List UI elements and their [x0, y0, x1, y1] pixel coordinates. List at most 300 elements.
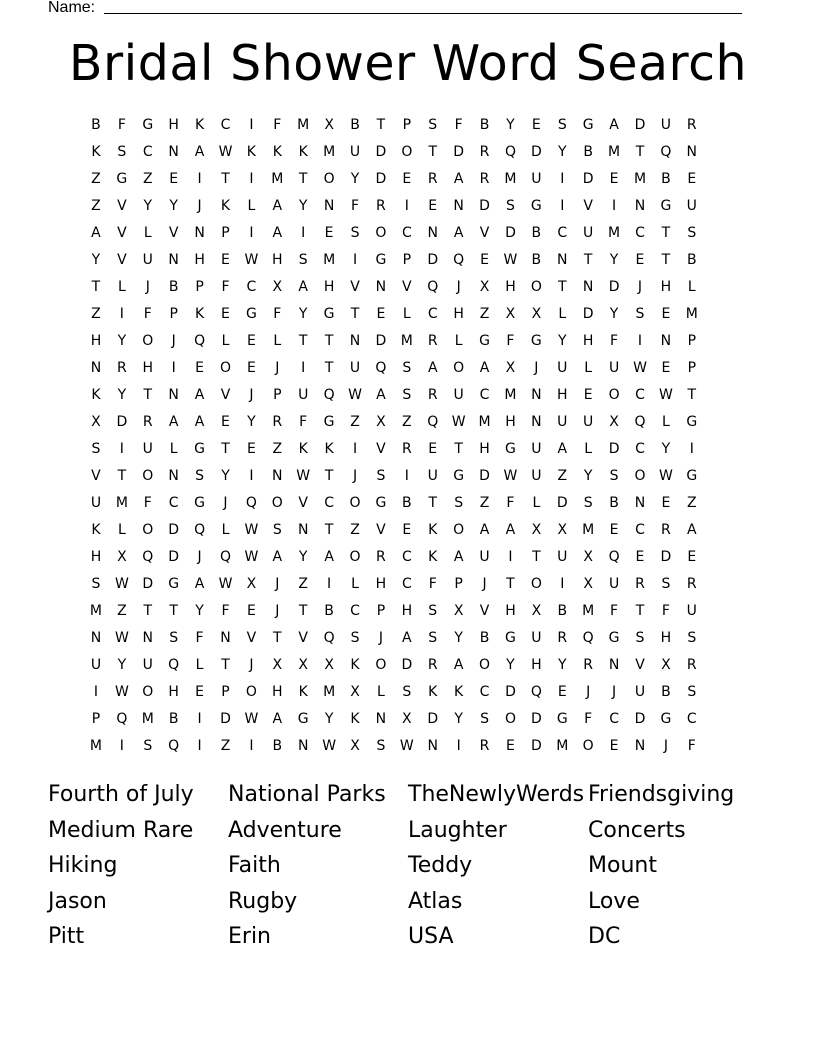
grid-letter[interactable]: X	[531, 603, 542, 619]
grid-letter[interactable]: E	[221, 306, 230, 322]
grid-letter[interactable]: Q	[504, 144, 516, 160]
grid-letter[interactable]: O	[142, 522, 154, 538]
grid-letter[interactable]: L	[195, 657, 204, 673]
grid-letter[interactable]: R	[686, 657, 697, 673]
grid-letter[interactable]: U	[660, 117, 672, 133]
grid-letter[interactable]: A	[272, 711, 283, 727]
grid-letter[interactable]: V	[402, 279, 412, 295]
grid-letter[interactable]: C	[609, 711, 619, 727]
grid-letter[interactable]: B	[661, 171, 671, 187]
grid-letter[interactable]: W	[114, 576, 129, 592]
grid-letter[interactable]: N	[194, 225, 205, 241]
grid-letter[interactable]: M	[297, 117, 310, 133]
grid-letter[interactable]: O	[634, 468, 646, 484]
grid-letter[interactable]: H	[272, 684, 283, 700]
grid-letter[interactable]: V	[168, 225, 179, 241]
grid-letter[interactable]: N	[660, 333, 672, 349]
grid-letter[interactable]: S	[272, 522, 282, 538]
grid-letter[interactable]: J	[275, 603, 280, 619]
grid-letter[interactable]: G	[556, 711, 568, 727]
grid-letter[interactable]: X	[583, 549, 593, 565]
grid-letter[interactable]: L	[117, 522, 126, 538]
grid-letter[interactable]: X	[479, 279, 490, 295]
grid-letter[interactable]: D	[634, 711, 646, 727]
grid-letter[interactable]: G	[453, 468, 465, 484]
grid-letter[interactable]: B	[168, 279, 179, 295]
grid-letter[interactable]: A	[453, 171, 464, 187]
grid-letter[interactable]: U	[686, 603, 697, 619]
grid-letter[interactable]: D	[608, 441, 620, 457]
grid-letter[interactable]: D	[375, 144, 387, 160]
grid-letter[interactable]: V	[583, 198, 593, 214]
grid-letter[interactable]: Q	[245, 495, 257, 511]
grid-letter[interactable]: Z	[298, 576, 308, 592]
grid-letter[interactable]: Z	[479, 306, 490, 322]
grid-letter[interactable]: X	[272, 657, 283, 673]
grid-letter[interactable]: C	[479, 387, 490, 403]
grid-letter[interactable]: B	[350, 117, 360, 133]
grid-letter[interactable]: E	[635, 252, 645, 268]
grid-letter[interactable]: E	[428, 198, 438, 214]
grid-letter[interactable]: S	[169, 630, 179, 646]
grid-letter[interactable]: T	[661, 225, 671, 241]
grid-letter[interactable]: S	[195, 468, 205, 484]
grid-letter[interactable]: A	[557, 441, 568, 457]
grid-letter[interactable]: Z	[117, 603, 127, 619]
grid-letter[interactable]: E	[583, 387, 593, 403]
grid-letter[interactable]: U	[349, 360, 361, 376]
grid-letter[interactable]: G	[530, 198, 542, 214]
grid-letter[interactable]: T	[428, 495, 438, 511]
grid-letter[interactable]: I	[197, 738, 202, 754]
grid-letter[interactable]: J	[352, 468, 358, 484]
grid-letter[interactable]: K	[298, 684, 308, 700]
grid-letter[interactable]: Z	[91, 171, 101, 187]
grid-letter[interactable]: K	[298, 144, 308, 160]
grid-letter[interactable]: K	[220, 198, 231, 214]
grid-letter[interactable]: X	[324, 117, 334, 133]
grid-letter[interactable]: S	[557, 117, 567, 133]
grid-letter[interactable]: Z	[142, 171, 153, 187]
grid-letter[interactable]: V	[298, 630, 308, 646]
grid-letter[interactable]: I	[119, 738, 124, 754]
grid-letter[interactable]: G	[142, 117, 154, 133]
grid-letter[interactable]: S	[376, 468, 386, 484]
grid-letter[interactable]: Y	[247, 414, 256, 430]
grid-letter[interactable]: D	[556, 495, 568, 511]
grid-letter[interactable]: Q	[427, 279, 439, 295]
grid-letter[interactable]: W	[451, 414, 466, 430]
grid-letter[interactable]: E	[480, 252, 489, 268]
grid-letter[interactable]: D	[116, 414, 128, 430]
grid-letter[interactable]: B	[531, 252, 542, 268]
grid-letter[interactable]: O	[608, 387, 620, 403]
grid-letter[interactable]: Q	[660, 144, 672, 160]
grid-letter[interactable]: Q	[323, 387, 335, 403]
grid-letter[interactable]: G	[530, 333, 542, 349]
grid-letter[interactable]: U	[142, 657, 153, 673]
grid-letter[interactable]: P	[402, 117, 412, 133]
grid-letter[interactable]: Q	[453, 252, 465, 268]
grid-letter[interactable]: N	[323, 198, 335, 214]
grid-letter[interactable]: I	[197, 711, 202, 727]
grid-letter[interactable]: I	[249, 468, 254, 484]
grid-letter[interactable]: V	[350, 279, 360, 295]
grid-letter[interactable]: P	[221, 225, 230, 241]
grid-letter[interactable]: D	[530, 144, 542, 160]
grid-letter[interactable]: I	[637, 333, 643, 349]
grid-letter[interactable]: O	[271, 495, 283, 511]
grid-letter[interactable]: O	[401, 144, 413, 160]
grid-letter[interactable]: B	[168, 711, 179, 727]
grid-letter[interactable]: X	[272, 279, 283, 295]
grid-letter[interactable]: O	[142, 684, 154, 700]
grid-letter[interactable]: T	[273, 630, 282, 646]
grid-letter[interactable]: R	[479, 171, 490, 187]
grid-letter[interactable]: B	[479, 117, 490, 133]
grid-letter[interactable]: L	[247, 198, 256, 214]
grid-letter[interactable]: G	[116, 171, 128, 187]
grid-letter[interactable]: J	[145, 279, 150, 295]
grid-letter[interactable]: N	[168, 387, 179, 403]
grid-letter[interactable]: E	[609, 522, 619, 538]
grid-letter[interactable]: D	[427, 711, 439, 727]
grid-letter[interactable]: U	[608, 576, 620, 592]
grid-letter[interactable]: S	[687, 630, 697, 646]
grid-letter[interactable]: D	[505, 684, 516, 700]
grid-letter[interactable]: E	[246, 333, 256, 349]
grid-letter[interactable]: G	[375, 252, 387, 268]
grid-letter[interactable]: A	[272, 225, 283, 241]
grid-letter[interactable]: W	[218, 144, 233, 160]
grid-letter[interactable]: R	[661, 522, 671, 538]
grid-letter[interactable]: A	[194, 144, 205, 160]
grid-letter[interactable]: Y	[583, 468, 593, 484]
grid-letter[interactable]: V	[246, 630, 257, 646]
grid-letter[interactable]: N	[220, 630, 231, 646]
grid-letter[interactable]: E	[661, 495, 671, 511]
grid-letter[interactable]: Q	[427, 414, 439, 430]
name-underline[interactable]	[104, 13, 742, 14]
grid-letter[interactable]: E	[246, 603, 256, 619]
grid-letter[interactable]: T	[298, 603, 308, 619]
grid-letter[interactable]: M	[141, 711, 154, 727]
grid-letter[interactable]: R	[427, 657, 438, 673]
grid-letter[interactable]: L	[661, 414, 670, 430]
grid-letter[interactable]: E	[506, 738, 515, 754]
grid-letter[interactable]: O	[323, 171, 335, 187]
grid-letter[interactable]: E	[428, 441, 438, 457]
grid-letter[interactable]: N	[375, 279, 387, 295]
grid-letter[interactable]: V	[117, 225, 127, 241]
grid-letter[interactable]: O	[530, 279, 542, 295]
grid-letter[interactable]: F	[506, 333, 515, 349]
grid-letter[interactable]: V	[117, 252, 127, 268]
grid-letter[interactable]: L	[273, 333, 282, 349]
grid-letter[interactable]: A	[479, 360, 490, 376]
grid-letter[interactable]: A	[194, 414, 205, 430]
grid-letter[interactable]: K	[350, 657, 360, 673]
grid-letter[interactable]: F	[661, 603, 670, 619]
grid-letter[interactable]: U	[608, 360, 620, 376]
grid-letter[interactable]: R	[479, 144, 490, 160]
grid-letter[interactable]: A	[609, 117, 619, 133]
grid-letter[interactable]: H	[660, 279, 672, 295]
grid-letter[interactable]: F	[299, 414, 308, 430]
grid-letter[interactable]: G	[245, 306, 257, 322]
grid-letter[interactable]: C	[350, 603, 360, 619]
grid-letter[interactable]: K	[324, 441, 334, 457]
grid-letter[interactable]: T	[532, 549, 541, 565]
grid-letter[interactable]: D	[168, 522, 180, 538]
grid-letter[interactable]: P	[402, 252, 412, 268]
grid-letter[interactable]: N	[582, 279, 594, 295]
grid-letter[interactable]: S	[402, 360, 412, 376]
grid-letter[interactable]: D	[582, 306, 594, 322]
grid-letter[interactable]: W	[244, 522, 259, 538]
grid-letter[interactable]: B	[91, 117, 101, 133]
grid-letter[interactable]: S	[298, 252, 308, 268]
grid-letter[interactable]: G	[194, 495, 205, 511]
grid-letter[interactable]: N	[427, 225, 438, 241]
grid-letter[interactable]: T	[635, 144, 645, 160]
grid-letter[interactable]: Y	[143, 198, 153, 214]
grid-letter[interactable]: R	[272, 414, 283, 430]
grid-letter[interactable]: Z	[91, 198, 101, 214]
grid-letter[interactable]: D	[505, 225, 516, 241]
grid-letter[interactable]: K	[272, 144, 282, 160]
grid-letter[interactable]: F	[221, 603, 230, 619]
grid-letter[interactable]: S	[350, 225, 360, 241]
grid-letter[interactable]: V	[91, 468, 101, 484]
grid-letter[interactable]: T	[557, 279, 567, 295]
grid-letter[interactable]: M	[400, 333, 413, 349]
grid-letter[interactable]: H	[505, 603, 516, 619]
grid-letter[interactable]: V	[635, 657, 645, 673]
grid-letter[interactable]: O	[479, 657, 491, 673]
grid-letter[interactable]: B	[479, 630, 490, 646]
grid-letter[interactable]: T	[221, 657, 230, 673]
grid-letter[interactable]: F	[273, 117, 282, 133]
grid-letter[interactable]: Y	[454, 711, 463, 727]
grid-letter[interactable]: U	[686, 198, 697, 214]
grid-letter[interactable]: F	[143, 306, 152, 322]
grid-letter[interactable]: M	[633, 171, 647, 187]
grid-letter[interactable]: U	[583, 225, 594, 241]
grid-letter[interactable]: J	[612, 684, 617, 700]
grid-letter[interactable]: I	[689, 441, 694, 457]
grid-letter[interactable]: K	[91, 387, 101, 403]
grid-letter[interactable]: A	[427, 360, 438, 376]
grid-letter[interactable]: G	[323, 306, 335, 322]
grid-letter[interactable]: F	[454, 117, 463, 133]
grid-letter[interactable]: N	[453, 198, 464, 214]
grid-letter[interactable]: E	[609, 171, 619, 187]
grid-letter[interactable]: W	[348, 387, 362, 403]
grid-letter[interactable]: X	[350, 738, 360, 754]
grid-letter[interactable]: H	[660, 630, 672, 646]
grid-letter[interactable]: D	[479, 468, 490, 484]
grid-letter[interactable]: C	[401, 549, 412, 565]
grid-letter[interactable]: N	[297, 522, 309, 538]
grid-letter[interactable]: K	[428, 549, 438, 565]
grid-letter[interactable]: Y	[454, 630, 463, 646]
grid-letter[interactable]: X	[505, 306, 516, 322]
grid-letter[interactable]: L	[584, 441, 593, 457]
grid-letter[interactable]: A	[168, 414, 179, 430]
grid-letter[interactable]: V	[479, 603, 490, 619]
grid-letter[interactable]: J	[275, 576, 280, 592]
grid-letter[interactable]: X	[583, 576, 593, 592]
grid-letter[interactable]: Y	[557, 657, 567, 673]
grid-letter[interactable]: V	[117, 198, 127, 214]
grid-letter[interactable]: T	[635, 603, 645, 619]
grid-letter[interactable]: O	[349, 495, 361, 511]
grid-letter[interactable]: T	[324, 522, 334, 538]
grid-letter[interactable]: Y	[506, 657, 515, 673]
grid-letter[interactable]: H	[168, 684, 179, 700]
grid-letter[interactable]: S	[635, 630, 645, 646]
grid-letter[interactable]: Y	[661, 441, 671, 457]
grid-letter[interactable]: O	[582, 738, 594, 754]
grid-letter[interactable]: X	[505, 360, 516, 376]
grid-letter[interactable]: J	[456, 279, 461, 295]
grid-letter[interactable]: Z	[91, 306, 101, 322]
grid-letter[interactable]: E	[195, 684, 204, 700]
grid-letter[interactable]: S	[376, 738, 386, 754]
grid-letter[interactable]: K	[298, 441, 308, 457]
grid-letter[interactable]: D	[168, 549, 180, 565]
grid-letter[interactable]: C	[635, 441, 645, 457]
grid-letter[interactable]: B	[402, 495, 412, 511]
grid-letter[interactable]: K	[194, 117, 205, 133]
grid-letter[interactable]: S	[661, 576, 671, 592]
grid-letter[interactable]: L	[221, 333, 230, 349]
grid-letter[interactable]: Y	[298, 306, 308, 322]
grid-letter[interactable]: C	[557, 225, 568, 241]
grid-letter[interactable]: A	[272, 198, 283, 214]
grid-letter[interactable]: N	[297, 738, 309, 754]
grid-letter[interactable]: S	[609, 468, 619, 484]
grid-letter[interactable]: N	[90, 360, 102, 376]
grid-letter[interactable]: V	[479, 225, 490, 241]
grid-letter[interactable]: I	[560, 198, 565, 214]
grid-letter[interactable]: J	[378, 630, 383, 646]
grid-letter[interactable]: X	[531, 306, 542, 322]
grid-letter[interactable]: B	[272, 738, 283, 754]
grid-letter[interactable]: Z	[557, 468, 568, 484]
grid-letter[interactable]: J	[249, 657, 254, 673]
grid-letter[interactable]: V	[376, 441, 386, 457]
grid-letter[interactable]: H	[505, 414, 516, 430]
grid-letter[interactable]: R	[142, 414, 153, 430]
grid-letter[interactable]: J	[223, 495, 228, 511]
grid-letter[interactable]: U	[453, 387, 464, 403]
grid-letter[interactable]: M	[504, 387, 517, 403]
grid-letter[interactable]: Y	[298, 549, 308, 565]
grid-letter[interactable]: D	[220, 711, 231, 727]
grid-letter[interactable]: N	[142, 630, 153, 646]
grid-letter[interactable]: M	[323, 144, 336, 160]
grid-letter[interactable]: X	[376, 414, 386, 430]
grid-letter[interactable]: D	[582, 171, 594, 187]
grid-letter[interactable]: M	[556, 738, 569, 754]
grid-letter[interactable]: W	[244, 252, 259, 268]
grid-letter[interactable]: H	[272, 252, 283, 268]
grid-letter[interactable]: K	[428, 684, 438, 700]
grid-letter[interactable]: D	[634, 117, 646, 133]
grid-letter[interactable]: D	[530, 711, 542, 727]
grid-letter[interactable]: T	[221, 441, 230, 457]
grid-letter[interactable]: Y	[557, 144, 567, 160]
grid-letter[interactable]: N	[349, 333, 361, 349]
grid-letter[interactable]: T	[143, 387, 153, 403]
grid-letter[interactable]: L	[169, 441, 178, 457]
grid-letter[interactable]: T	[324, 360, 334, 376]
grid-letter[interactable]: E	[402, 171, 412, 187]
grid-letter[interactable]: Q	[116, 711, 128, 727]
grid-letter[interactable]: C	[324, 495, 334, 511]
grid-letter[interactable]: I	[249, 738, 254, 754]
grid-letter[interactable]: I	[119, 306, 124, 322]
grid-letter[interactable]: D	[608, 279, 620, 295]
grid-letter[interactable]: E	[221, 252, 230, 268]
grid-letter[interactable]: I	[249, 171, 254, 187]
grid-letter[interactable]: J	[275, 360, 280, 376]
grid-letter[interactable]: C	[686, 711, 697, 727]
grid-letter[interactable]: R	[557, 630, 568, 646]
grid-letter[interactable]: S	[506, 198, 515, 214]
grid-letter[interactable]: Y	[324, 711, 334, 727]
grid-letter[interactable]: S	[91, 441, 101, 457]
grid-letter[interactable]: F	[506, 495, 515, 511]
grid-letter[interactable]: Q	[168, 657, 180, 673]
grid-letter[interactable]: A	[453, 549, 464, 565]
grid-letter[interactable]: W	[503, 252, 518, 268]
grid-letter[interactable]: R	[401, 441, 412, 457]
grid-letter[interactable]: Y	[609, 306, 619, 322]
grid-letter[interactable]: J	[171, 333, 176, 349]
grid-letter[interactable]: T	[376, 117, 386, 133]
grid-letter[interactable]: Y	[609, 252, 619, 268]
grid-letter[interactable]: U	[634, 684, 646, 700]
grid-letter[interactable]: E	[221, 414, 230, 430]
grid-letter[interactable]: E	[246, 441, 256, 457]
grid-letter[interactable]: N	[427, 738, 438, 754]
grid-letter[interactable]: L	[351, 576, 359, 592]
grid-letter[interactable]: U	[557, 360, 568, 376]
grid-letter[interactable]: E	[661, 360, 671, 376]
grid-letter[interactable]: A	[376, 387, 386, 403]
grid-letter[interactable]: N	[168, 252, 179, 268]
grid-letter[interactable]: P	[169, 306, 178, 322]
grid-letter[interactable]: K	[350, 711, 360, 727]
grid-letter[interactable]: Z	[687, 495, 697, 511]
grid-letter[interactable]: D	[142, 576, 154, 592]
grid-letter[interactable]: S	[117, 144, 127, 160]
grid-letter[interactable]: D	[660, 549, 672, 565]
grid-letter[interactable]: R	[427, 171, 438, 187]
grid-letter[interactable]: M	[582, 603, 595, 619]
grid-letter[interactable]: P	[91, 711, 101, 727]
grid-letter[interactable]: T	[298, 333, 308, 349]
grid-letter[interactable]: G	[505, 630, 516, 646]
grid-letter[interactable]: I	[327, 576, 332, 592]
grid-letter[interactable]: P	[221, 684, 230, 700]
grid-letter[interactable]: W	[244, 549, 259, 565]
grid-letter[interactable]: M	[685, 306, 698, 322]
grid-letter[interactable]: J	[197, 198, 202, 214]
